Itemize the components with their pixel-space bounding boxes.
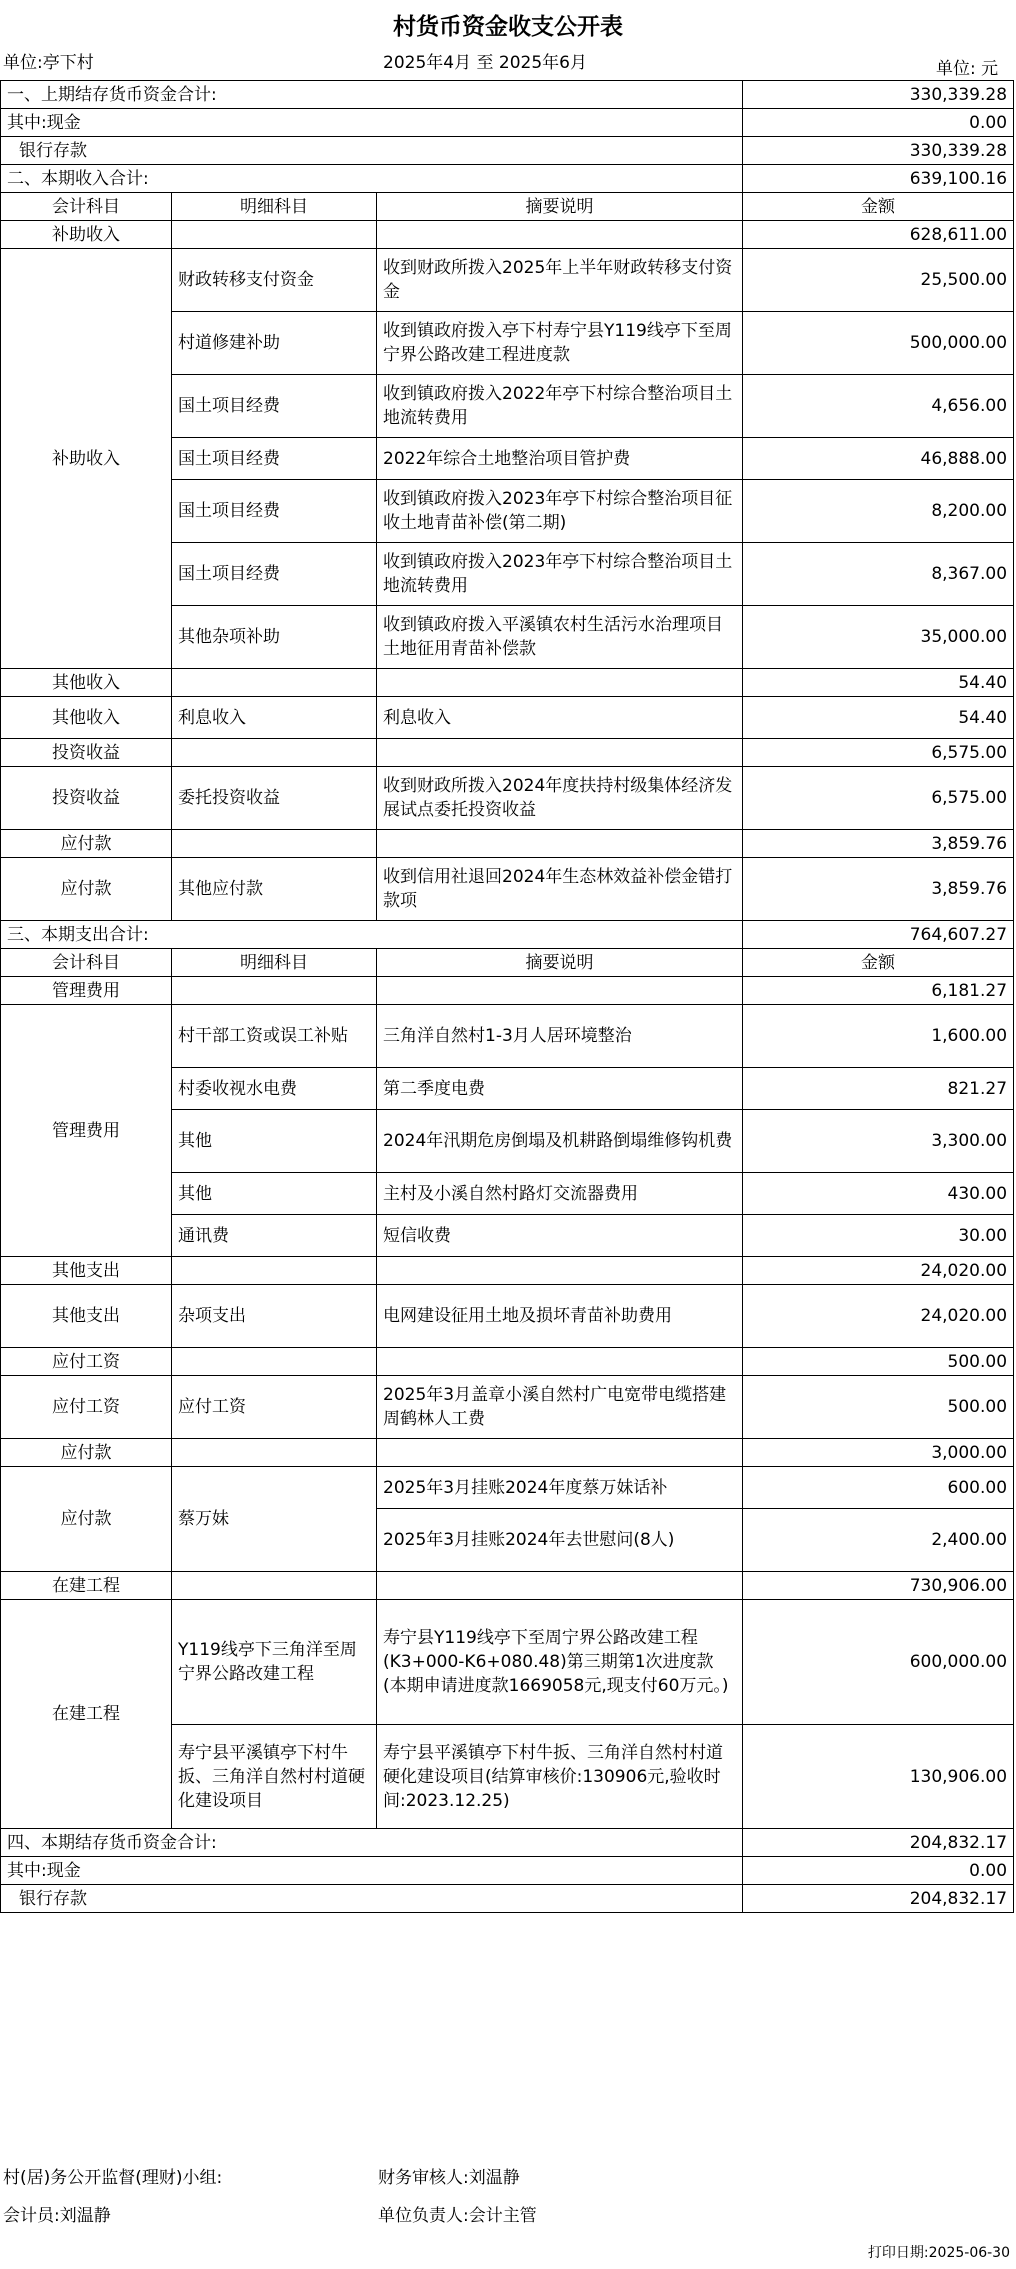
summary-cell: 收到镇政府拨入平溪镇农村生活污水治理项目土地征用青苗补偿款 (377, 606, 743, 669)
section-value: 764,607.27 (743, 921, 1014, 949)
detail-cell (172, 739, 377, 767)
table-row (1, 1467, 1014, 1509)
section-label: 其中:现金 (1, 1857, 743, 1885)
detail-cell: 国土项目经费 (172, 438, 377, 480)
summary-column-header: 摘要说明 (377, 949, 743, 977)
summary-cell: 收到信用社退回2024年生态林效益补偿金错打款项 (377, 858, 743, 921)
summary-cell: 2025年3月挂账2024年度蔡万妹话补 (377, 1467, 743, 1509)
section-label: 三、本期支出合计: (1, 921, 743, 949)
amount-cell: 600.00 (743, 1467, 1014, 1509)
account-cell: 应付款 (1, 1467, 172, 1572)
detail-column-header: 明细科目 (172, 193, 377, 221)
amount-cell: 2,400.00 (743, 1509, 1014, 1572)
summary-cell: 电网建设征用土地及损坏青苗补助费用 (377, 1285, 743, 1348)
detail-cell (172, 830, 377, 858)
detail-cell (172, 1348, 377, 1376)
amount-cell: 500.00 (743, 1376, 1014, 1439)
section-label: 四、本期结存货币资金合计: (1, 1829, 743, 1857)
section-value: 639,100.16 (743, 165, 1014, 193)
summary-cell: 收到镇政府拨入亭下村寿宁县Y119线亭下至周宁界公路改建工程进度款 (377, 312, 743, 375)
summary-cell (377, 830, 743, 858)
amount-cell: 821.27 (743, 1068, 1014, 1110)
detail-cell: 其他应付款 (172, 858, 377, 921)
currency-label: 单位: 元 (936, 59, 999, 79)
summary-cell (377, 669, 743, 697)
section-label: 银行存款 (1, 137, 743, 165)
summary-cell (377, 1257, 743, 1285)
table-row (1, 697, 1014, 739)
section-value: 0.00 (743, 109, 1014, 137)
detail-cell (172, 1572, 377, 1600)
detail-cell: 应付工资 (172, 1376, 377, 1439)
detail-cell: 其他 (172, 1173, 377, 1215)
print-date: 打印日期:2025-06-30 (867, 2245, 1010, 2261)
summary-cell: 收到镇政府拨入2022年亭下村综合整治项目土地流转费用 (377, 375, 743, 438)
section-row (1, 109, 1014, 137)
summary-column-header: 摘要说明 (377, 193, 743, 221)
summary-cell: 短信收费 (377, 1215, 743, 1257)
unit-label: 单位:亭下村 (3, 53, 94, 73)
amount-cell: 54.40 (743, 669, 1014, 697)
summary-cell: 寿宁县平溪镇亭下村牛扳、三角洋自然村村道硬化建设项目(结算审核价:130906元,验收时间:2023.12.25) (377, 1725, 743, 1829)
account-cell: 应付工资 (1, 1376, 172, 1439)
table-row (1, 1376, 1014, 1439)
section-row (1, 165, 1014, 193)
amount-cell: 54.40 (743, 697, 1014, 739)
summary-cell: 2025年3月挂账2024年去世慰问(8人) (377, 1509, 743, 1572)
summary-cell (377, 739, 743, 767)
section-row (1, 921, 1014, 949)
detail-cell (172, 221, 377, 249)
subtotal-row (1, 1439, 1014, 1467)
summary-cell (377, 1439, 743, 1467)
section-value: 204,832.17 (743, 1829, 1014, 1857)
amount-cell: 600,000.00 (743, 1600, 1014, 1725)
amount-column-header: 金额 (743, 193, 1014, 221)
amount-cell: 500,000.00 (743, 312, 1014, 375)
amount-cell: 730,906.00 (743, 1572, 1014, 1600)
amount-cell: 6,181.27 (743, 977, 1014, 1005)
detail-cell (172, 1257, 377, 1285)
table-row (1, 767, 1014, 830)
detail-cell: 村道修建补助 (172, 312, 377, 375)
detail-cell: 蔡万妹 (172, 1467, 377, 1572)
section-value: 330,339.28 (743, 81, 1014, 109)
detail-cell: 委托投资收益 (172, 767, 377, 830)
subtotal-row (1, 739, 1014, 767)
summary-cell: 收到财政所拨入2025年上半年财政转移支付资金 (377, 249, 743, 312)
section-label: 二、本期收入合计: (1, 165, 743, 193)
section-label: 一、上期结存货币资金合计: (1, 81, 743, 109)
account-cell: 管理费用 (1, 1005, 172, 1257)
account-column-header: 会计科目 (1, 193, 172, 221)
detail-cell: 其他杂项补助 (172, 606, 377, 669)
subtotal-row (1, 669, 1014, 697)
amount-cell: 35,000.00 (743, 606, 1014, 669)
section-value: 330,339.28 (743, 137, 1014, 165)
amount-cell: 628,611.00 (743, 221, 1014, 249)
account-cell: 投资收益 (1, 739, 172, 767)
subtotal-row (1, 830, 1014, 858)
column-header-row (1, 193, 1014, 221)
summary-cell: 2025年3月盖章小溪自然村广电宽带电缆搭建周鹤林人工费 (377, 1376, 743, 1439)
accountant-label: 会计员:刘温静 (3, 2206, 111, 2226)
summary-cell: 收到镇政府拨入2023年亭下村综合整治项目土地流转费用 (377, 543, 743, 606)
table-row (1, 1285, 1014, 1348)
detail-cell: 国土项目经费 (172, 480, 377, 543)
amount-cell: 25,500.00 (743, 249, 1014, 312)
subtotal-row (1, 1572, 1014, 1600)
table-row (1, 1005, 1014, 1068)
detail-cell: 财政转移支付资金 (172, 249, 377, 312)
detail-cell: 利息收入 (172, 697, 377, 739)
account-cell: 补助收入 (1, 249, 172, 669)
section-row (1, 1857, 1014, 1885)
detail-cell: 其他 (172, 1110, 377, 1173)
summary-cell (377, 977, 743, 1005)
amount-cell: 24,020.00 (743, 1257, 1014, 1285)
account-column-header: 会计科目 (1, 949, 172, 977)
period-label: 2025年4月 至 2025年6月 (383, 53, 587, 73)
subtotal-row (1, 221, 1014, 249)
table-row (1, 249, 1014, 312)
amount-cell: 8,200.00 (743, 480, 1014, 543)
amount-cell: 6,575.00 (743, 739, 1014, 767)
amount-cell: 6,575.00 (743, 767, 1014, 830)
account-cell: 其他收入 (1, 669, 172, 697)
section-row (1, 1829, 1014, 1857)
account-cell: 应付工资 (1, 1348, 172, 1376)
section-row (1, 81, 1014, 109)
summary-cell (377, 1572, 743, 1600)
detail-column-header: 明细科目 (172, 949, 377, 977)
supervision-label: 村(居)务公开监督(理财)小组: (3, 2168, 223, 2188)
amount-cell: 500.00 (743, 1348, 1014, 1376)
summary-cell: 收到财政所拨入2024年度扶持村级集体经济发展试点委托投资收益 (377, 767, 743, 830)
detail-cell: 村委收视水电费 (172, 1068, 377, 1110)
subtotal-row (1, 1348, 1014, 1376)
amount-cell: 8,367.00 (743, 543, 1014, 606)
section-label: 银行存款 (1, 1885, 743, 1913)
amount-cell: 4,656.00 (743, 375, 1014, 438)
summary-cell: 利息收入 (377, 697, 743, 739)
summary-cell: 寿宁县Y119线亭下至周宁界公路改建工程(K3+000-K6+080.48)第三期第1次进度款(本期申请进度款1669058元,现支付60万元。) (377, 1600, 743, 1725)
amount-cell: 130,906.00 (743, 1725, 1014, 1829)
section-row (1, 137, 1014, 165)
account-cell: 投资收益 (1, 767, 172, 830)
amount-cell: 3,859.76 (743, 830, 1014, 858)
auditor-label: 财务审核人:刘温静 (378, 2168, 520, 2188)
detail-cell: Y119线亭下三角洋至周宁界公路改建工程 (172, 1600, 377, 1725)
fund-statement-table (0, 80, 1014, 1913)
amount-cell: 1,600.00 (743, 1005, 1014, 1068)
account-cell: 其他支出 (1, 1285, 172, 1348)
summary-cell (377, 1348, 743, 1376)
detail-cell: 寿宁县平溪镇亭下村牛扳、三角洋自然村村道硬化建设项目 (172, 1725, 377, 1829)
amount-cell: 430.00 (743, 1173, 1014, 1215)
leader-label: 单位负责人:会计主管 (378, 2206, 537, 2226)
detail-cell (172, 977, 377, 1005)
account-cell: 在建工程 (1, 1600, 172, 1829)
section-label: 其中:现金 (1, 109, 743, 137)
amount-cell: 46,888.00 (743, 438, 1014, 480)
section-value: 204,832.17 (743, 1885, 1014, 1913)
summary-cell: 第二季度电费 (377, 1068, 743, 1110)
column-header-row (1, 949, 1014, 977)
account-cell: 补助收入 (1, 221, 172, 249)
subtotal-row (1, 1257, 1014, 1285)
amount-cell: 24,020.00 (743, 1285, 1014, 1348)
table-row (1, 858, 1014, 921)
summary-cell: 三角洋自然村1-3月人居环境整治 (377, 1005, 743, 1068)
account-cell: 管理费用 (1, 977, 172, 1005)
summary-cell: 2024年汛期危房倒塌及机耕路倒塌维修钩机费 (377, 1110, 743, 1173)
detail-cell (172, 669, 377, 697)
subtotal-row (1, 977, 1014, 1005)
detail-cell: 国土项目经费 (172, 543, 377, 606)
account-cell: 应付款 (1, 1439, 172, 1467)
section-value: 0.00 (743, 1857, 1014, 1885)
detail-cell: 村干部工资或误工补贴 (172, 1005, 377, 1068)
detail-cell: 通讯费 (172, 1215, 377, 1257)
account-cell: 应付款 (1, 858, 172, 921)
detail-cell: 国土项目经费 (172, 375, 377, 438)
amount-cell: 3,300.00 (743, 1110, 1014, 1173)
account-cell: 在建工程 (1, 1572, 172, 1600)
account-cell: 其他支出 (1, 1257, 172, 1285)
summary-cell: 2022年综合土地整治项目管护费 (377, 438, 743, 480)
amount-cell: 3,859.76 (743, 858, 1014, 921)
account-cell: 应付款 (1, 830, 172, 858)
summary-cell: 收到镇政府拨入2023年亭下村综合整治项目征收土地青苗补偿(第二期) (377, 480, 743, 543)
summary-cell: 主村及小溪自然村路灯交流器费用 (377, 1173, 743, 1215)
amount-column-header: 金额 (743, 949, 1014, 977)
account-cell: 其他收入 (1, 697, 172, 739)
detail-cell (172, 1439, 377, 1467)
detail-cell: 杂项支出 (172, 1285, 377, 1348)
section-row (1, 1885, 1014, 1913)
table-row (1, 1600, 1014, 1725)
amount-cell: 3,000.00 (743, 1439, 1014, 1467)
amount-cell: 30.00 (743, 1215, 1014, 1257)
page-title: 村货币资金收支公开表 (393, 14, 623, 40)
summary-cell (377, 221, 743, 249)
